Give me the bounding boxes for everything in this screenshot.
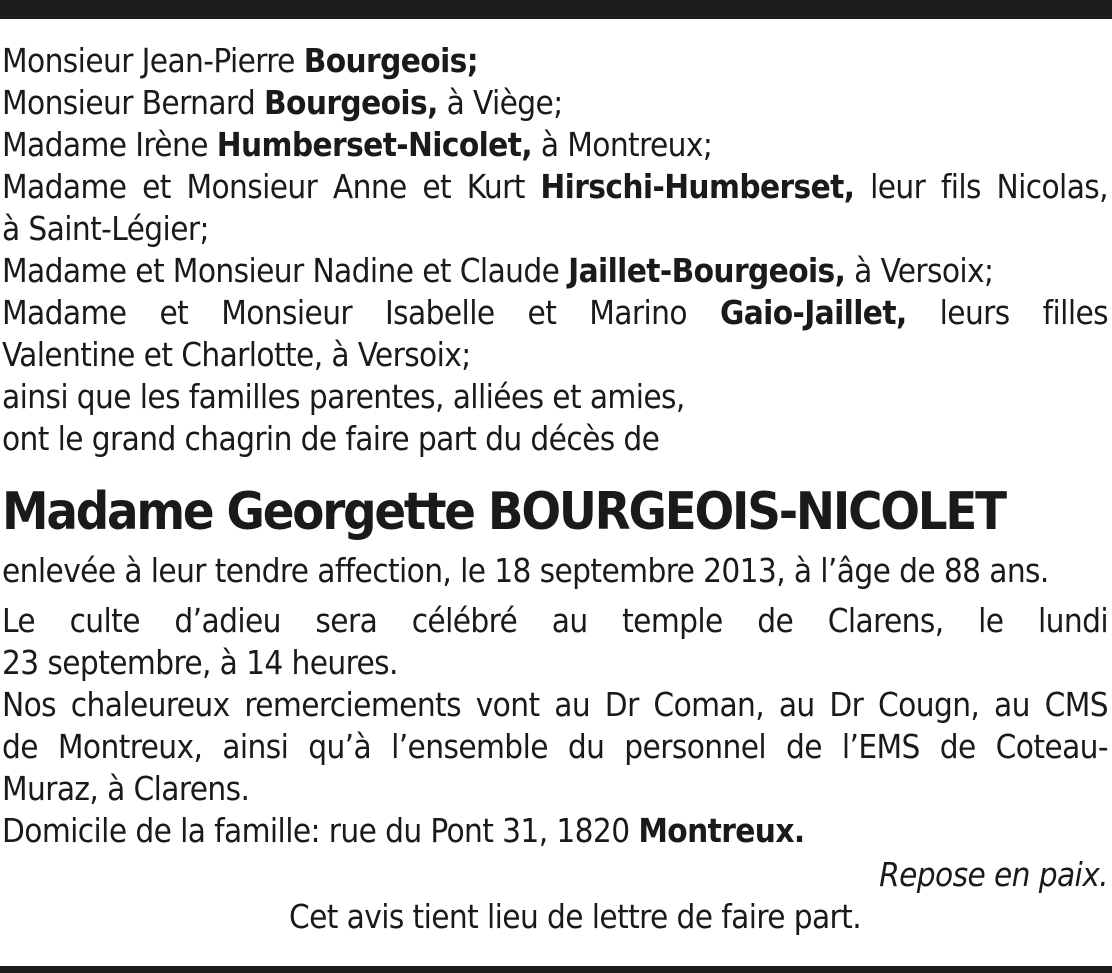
obituary-notice	[2, 40, 1108, 938]
announcement-line: ont le grand chagrin de faire part du décès de	[2, 419, 660, 458]
thanks-line-2: de Montreux, ainsi qu’à l’ensemble du personnel de l’EMS de Coteau-	[2, 727, 1108, 766]
mourner-suffix: leur fils Nicolas,	[854, 167, 1108, 206]
mourner-line-6	[2, 292, 1108, 334]
mourner-prefix: Monsieur Bernard	[2, 83, 265, 122]
mourner-surname: Gaio-Jaillet,	[719, 293, 907, 332]
mourner-suffix: à Viège;	[437, 83, 563, 122]
mourner-prefix: Madame et Monsieur Nadine et Claude	[2, 251, 569, 290]
thanks-line-1: Nos chaleureux remerciements vont au Dr Coman, au Dr Cougn, au CMS	[2, 685, 1108, 724]
mourner-line-6-continuation: Valentine et Charlotte, à Versoix;	[2, 335, 471, 374]
families-line: ainsi que les familles parentes, alliées et amies,	[2, 377, 685, 416]
mourner-line-3	[2, 124, 1108, 166]
bottom-border-rule	[0, 966, 1112, 973]
mourner-prefix: Madame Irène	[2, 125, 217, 164]
mourner-surname: Jaillet-Bourgeois,	[568, 251, 846, 290]
mourner-line-2	[2, 82, 1108, 124]
domicile-city: Montreux.	[638, 811, 805, 850]
mourner-line-4-continuation: à Saint-Légier;	[2, 209, 209, 248]
mourner-line-4	[2, 166, 1108, 208]
domicile-address: Domicile de la famille: rue du Pont 31, 1820	[2, 811, 639, 850]
mourner-prefix: Monsieur Jean-Pierre	[2, 41, 304, 80]
mourner-line-1	[2, 40, 1108, 82]
closing-note: Cet avis tient lieu de lettre de faire part.	[288, 897, 862, 936]
mourner-surname: Bourgeois;	[303, 41, 479, 80]
service-line-2: 23 septembre, à 14 heures.	[2, 643, 398, 682]
service-line-1: Le culte d’adieu sera célébré au temple de Clarens, le lundi	[2, 601, 1108, 640]
death-date-line: enlevée à leur tendre affection, le 18 septembre 2013, à l’âge de 88 ans.	[2, 551, 1049, 590]
mourner-suffix: leurs filles	[906, 293, 1109, 332]
mourner-prefix: Madame et Monsieur Isabelle et Marino	[2, 293, 720, 332]
mourner-suffix: à Versoix;	[845, 251, 994, 290]
mourner-surname: Humberset-Nicolet,	[216, 125, 533, 164]
domicile-line	[2, 810, 1108, 852]
mourner-suffix: à Montreux;	[532, 125, 713, 164]
deceased-name: Madame Georgette BOURGEOIS-NICOLET	[2, 482, 1005, 542]
repose-en-paix: Repose en paix.	[879, 855, 1108, 894]
thanks-line-3: Muraz, à Clarens.	[2, 769, 250, 808]
mourner-surname: Bourgeois,	[264, 83, 438, 122]
top-border-rule	[0, 0, 1112, 19]
mourner-prefix: Madame et Monsieur Anne et Kurt	[2, 167, 541, 206]
mourner-line-5	[2, 250, 1108, 292]
mourner-surname: Hirschi-Humberset,	[540, 167, 855, 206]
